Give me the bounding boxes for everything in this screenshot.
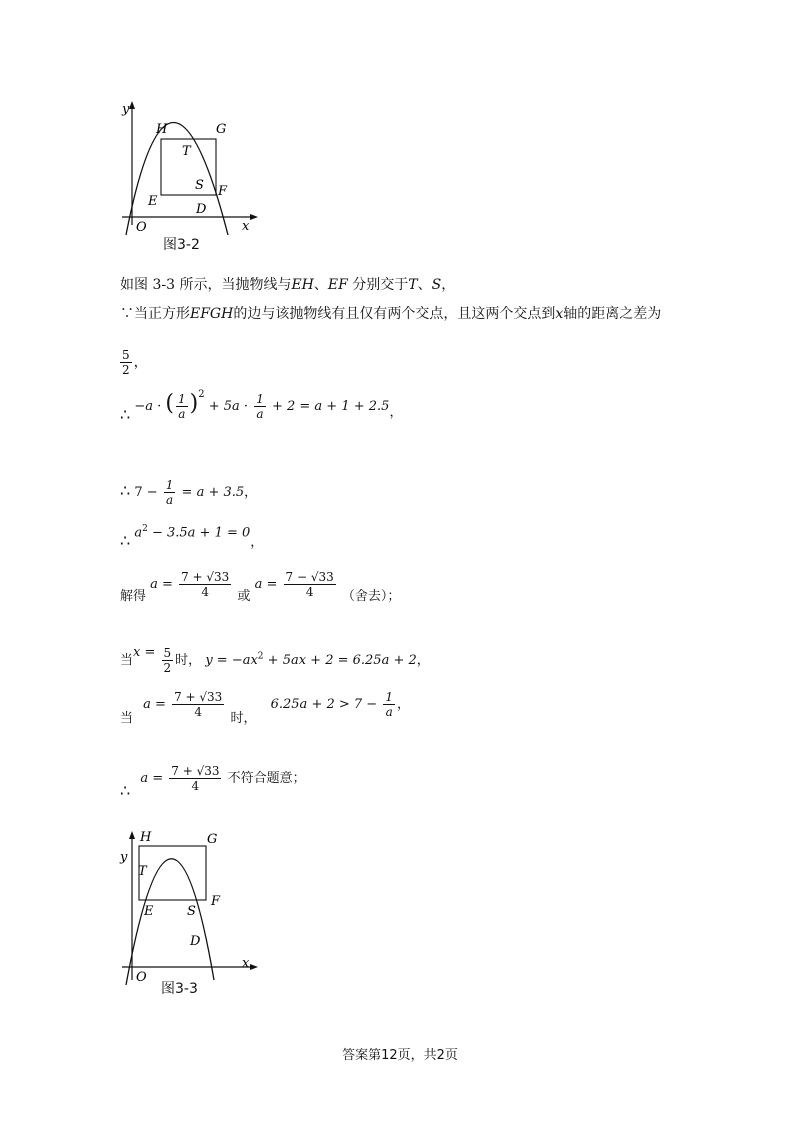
x-axis-arrow: [250, 214, 258, 220]
page-footer: 答案第12页，共2页: [342, 1048, 458, 1063]
y-axis-arrow: [129, 831, 135, 839]
label-x: x: [242, 956, 250, 971]
label-o: O: [136, 220, 147, 235]
text-line-1: 如图 3-3 所示，当抛物线与EH、EF 分别交于T、S，: [120, 277, 456, 293]
label-y: y: [122, 102, 130, 117]
equation-1: ∴ −a · ( $\frac{1}{a}$ )$^2$ + 5a · $\frac{1}{a}$ + 2 = a + 1 + 2.5，: [120, 388, 403, 424]
square-efgh: [139, 846, 206, 900]
label-f: F: [211, 894, 221, 909]
label-o: O: [136, 970, 147, 985]
label-g: G: [216, 122, 227, 137]
label-t: T: [138, 864, 147, 879]
figure-3-2-caption: 图3-2: [163, 237, 200, 253]
figure-3-3: [110, 825, 270, 990]
label-x: x: [242, 219, 250, 234]
label-d: D: [196, 202, 207, 217]
equation-3: ∴ $a^2 - 3.5a + 1 = 0$，: [120, 524, 264, 551]
label-h: H: [156, 122, 168, 137]
label-d: D: [190, 934, 201, 949]
label-g: G: [207, 832, 218, 847]
conclusion-line: ∴ a = $\frac{7 + √33}{4}$ 不符合题意；: [120, 764, 306, 800]
y-axis-arrow: [129, 101, 135, 109]
label-f: F: [218, 184, 228, 199]
label-e: E: [148, 194, 158, 209]
figure-3-3-caption: 图3-3: [161, 981, 198, 997]
label-y: y: [120, 850, 128, 865]
when-x-line: 当x = $\frac{5}{2}$ 时， $y = -ax^2 + 5ax + 2 = 6.25a + 2$，: [120, 645, 430, 675]
label-h: H: [140, 830, 152, 845]
label-s: S: [187, 904, 196, 919]
x-axis-arrow: [250, 964, 258, 970]
label-s: S: [195, 178, 204, 193]
solve-line: 解得 a = $\frac{7 + √33}{4}$ 或 a = $\frac{7 - √33}{4}$ （舍去）；: [120, 570, 401, 604]
equation-2: ∴ 7 − $\frac{1}{a}$ = a + 3.5，: [120, 478, 258, 507]
when-a-line: 当 a = $\frac{7 + √33}{4}$ 时， 6.25a + 2 > 7 − $\frac{1}{a}$ ，: [120, 690, 410, 726]
label-e: E: [144, 904, 154, 919]
fraction-5-2: $\frac{5}{2}$ ，: [122, 348, 148, 377]
label-t: T: [182, 144, 191, 159]
text-line-2: ∵当正方形EFGH的边与该抛物线有且仅有两个交点，且这两个交点到x轴的距离之差为: [120, 306, 662, 322]
